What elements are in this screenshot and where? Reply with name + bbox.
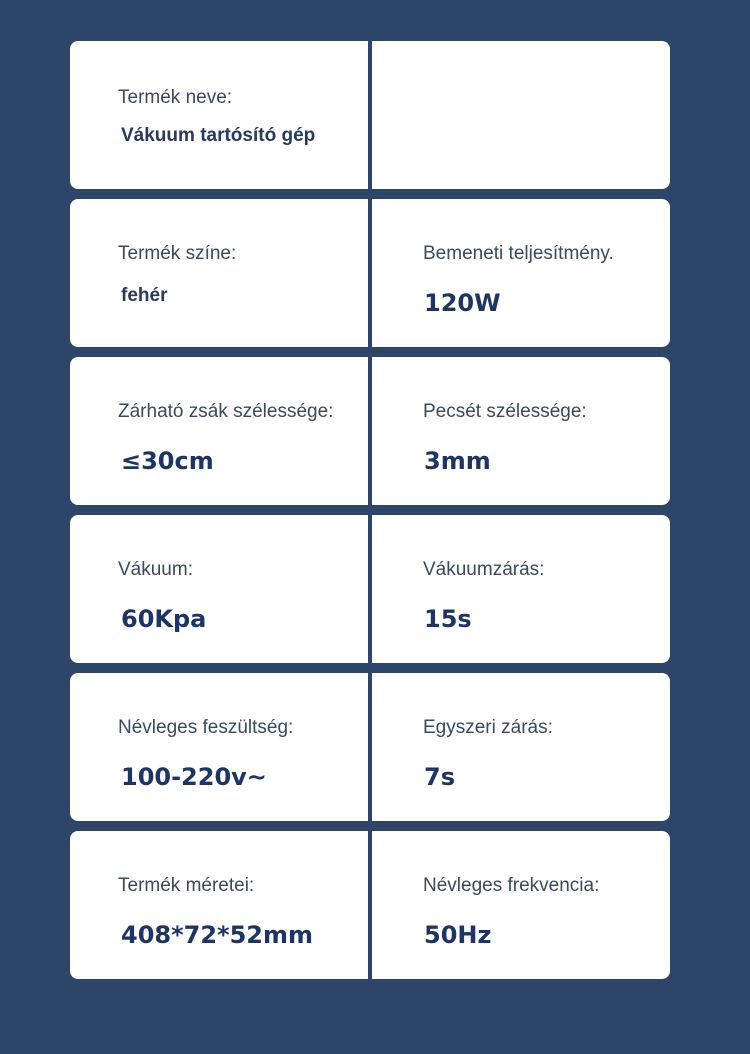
spec-value: 60Kpa: [121, 605, 207, 633]
spec-cell-vacuum: [70, 515, 368, 663]
spec-label: Névleges feszültség:: [118, 717, 294, 738]
spec-label: Vákuum:: [118, 559, 193, 580]
spec-cell-seal-width: [372, 357, 670, 505]
spec-value: 7s: [424, 763, 455, 791]
spec-value: 50Hz: [424, 921, 492, 949]
spec-label: Termék neve:: [118, 87, 233, 108]
spec-label: Egyszeri zárás:: [423, 717, 553, 738]
spec-value: 120W: [424, 289, 501, 317]
spec-card-vacuum: [70, 515, 670, 663]
spec-cell-bag-width: [70, 357, 368, 505]
spec-cell-vacuum-seal: [372, 515, 670, 663]
spec-label: Zárható zsák szélessége:: [118, 401, 334, 422]
spec-value: 15s: [424, 605, 472, 633]
spec-label: Termék méretei:: [118, 875, 255, 896]
spec-cell-input-power: [372, 199, 670, 347]
spec-label: Vákuumzárás:: [423, 559, 545, 580]
spec-card-dimensions-frequency: [70, 831, 670, 979]
spec-value: 3mm: [424, 447, 491, 475]
spec-cell-empty: [372, 41, 670, 189]
spec-card-product-name: [70, 41, 670, 189]
spec-card-color-power: [70, 199, 670, 347]
spec-value: 408*72*52mm: [121, 921, 314, 949]
spec-label: Névleges frekvencia:: [423, 875, 600, 896]
spec-cell-product-name: [70, 41, 368, 189]
spec-card-bag-seal-width: [70, 357, 670, 505]
spec-label: Bemeneti teljesítmény.: [423, 243, 614, 264]
spec-label: Pecsét szélessége:: [423, 401, 587, 422]
spec-cell-product-color: [70, 199, 368, 347]
spec-value: ≤30cm: [121, 447, 214, 475]
spec-cell-rated-frequency: [372, 831, 670, 979]
spec-card-voltage-seal: [70, 673, 670, 821]
spec-cell-rated-voltage: [70, 673, 368, 821]
spec-value: 100-220v~: [121, 763, 267, 791]
spec-label: Termék színe:: [118, 243, 237, 264]
spec-value: fehér: [121, 285, 168, 306]
spec-value: Vákuum tartósító gép: [121, 125, 316, 146]
spec-cell-single-seal: [372, 673, 670, 821]
spec-cell-dimensions: [70, 831, 368, 979]
